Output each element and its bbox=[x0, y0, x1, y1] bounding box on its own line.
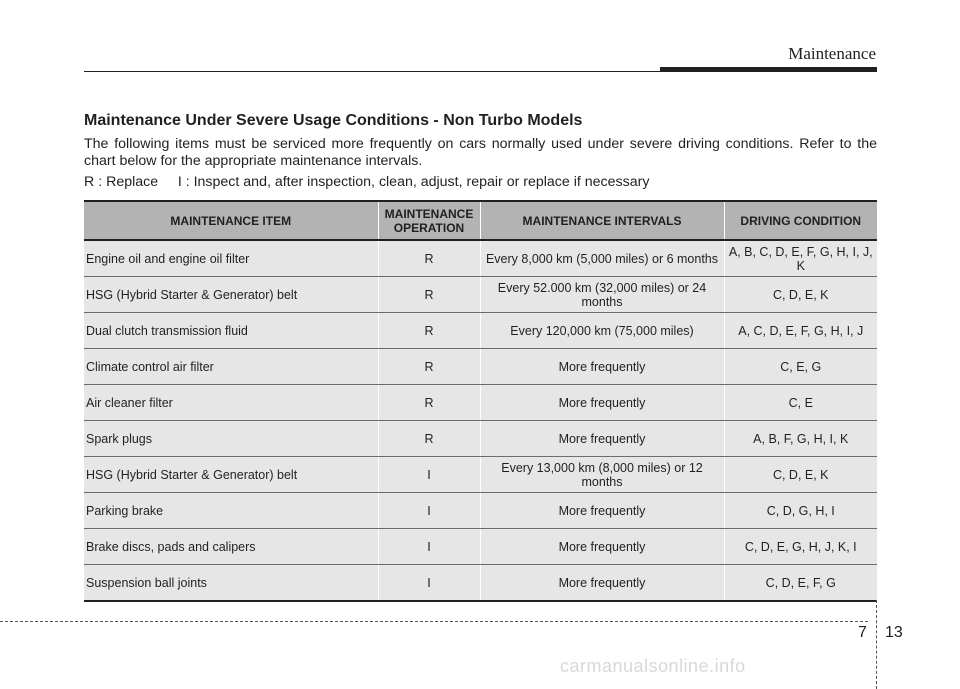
cell-operation: R bbox=[378, 349, 480, 385]
cell-operation: R bbox=[378, 313, 480, 349]
cell-item: Parking brake bbox=[84, 493, 378, 529]
footer-divider bbox=[0, 621, 868, 622]
cell-item: HSG (Hybrid Starter & Generator) belt bbox=[84, 457, 378, 493]
table-row bbox=[84, 493, 877, 529]
maintenance-table bbox=[84, 200, 877, 602]
cell-operation: R bbox=[378, 277, 480, 313]
cell-interval: More frequently bbox=[480, 493, 724, 529]
cell-operation: I bbox=[378, 565, 480, 602]
cell-operation: I bbox=[378, 529, 480, 565]
cell-condition: A, B, F, G, H, I, K bbox=[724, 421, 877, 457]
cell-condition: C, D, E, G, H, J, K, I bbox=[724, 529, 877, 565]
page-chapter-number: 7 bbox=[858, 624, 867, 641]
intro-paragraph: The following items must be serviced more frequently on cars normally used under severe driving conditions. Refer to the chart below for the appropriate maintenance intervals. bbox=[84, 136, 877, 169]
cell-condition: C, D, E, K bbox=[724, 457, 877, 493]
table-row bbox=[84, 385, 877, 421]
cell-interval: More frequently bbox=[480, 529, 724, 565]
section-heading: Maintenance Under Severe Usage Conditions - Non Turbo Models bbox=[84, 112, 583, 129]
cell-interval: More frequently bbox=[480, 565, 724, 602]
cell-condition: C, D, E, K bbox=[724, 277, 877, 313]
cell-interval: Every 52.000 km (32,000 miles) or 24 months bbox=[480, 277, 724, 313]
table-header-row bbox=[84, 201, 877, 240]
cell-item: Dual clutch transmission fluid bbox=[84, 313, 378, 349]
watermark: carmanualsonline.info bbox=[560, 656, 746, 676]
cell-interval: More frequently bbox=[480, 421, 724, 457]
cell-condition: C, E bbox=[724, 385, 877, 421]
table-row bbox=[84, 277, 877, 313]
cell-operation: R bbox=[378, 421, 480, 457]
table-row bbox=[84, 349, 877, 385]
column-header-operation: MAINTENANCE OPERATION bbox=[378, 201, 480, 240]
cell-item: Suspension ball joints bbox=[84, 565, 378, 602]
cell-item: Air cleaner filter bbox=[84, 385, 378, 421]
cell-interval: Every 120,000 km (75,000 miles) bbox=[480, 313, 724, 349]
cell-item: Spark plugs bbox=[84, 421, 378, 457]
cell-condition: A, C, D, E, F, G, H, I, J bbox=[724, 313, 877, 349]
cell-operation: I bbox=[378, 493, 480, 529]
cell-item: Engine oil and engine oil filter bbox=[84, 240, 378, 277]
header-section-title: Maintenance bbox=[788, 44, 876, 63]
table-row bbox=[84, 457, 877, 493]
header-rule bbox=[84, 71, 660, 72]
cell-item: Brake discs, pads and calipers bbox=[84, 529, 378, 565]
header-rule-accent bbox=[660, 67, 877, 72]
cell-condition: A, B, C, D, E, F, G, H, I, J, K bbox=[724, 240, 877, 277]
table-row bbox=[84, 240, 877, 277]
cell-condition: C, D, E, F, G bbox=[724, 565, 877, 602]
cell-interval: More frequently bbox=[480, 385, 724, 421]
cell-item: Climate control air filter bbox=[84, 349, 378, 385]
cell-item: HSG (Hybrid Starter & Generator) belt bbox=[84, 277, 378, 313]
footer-page-divider bbox=[876, 600, 877, 689]
table-row bbox=[84, 421, 877, 457]
table-row bbox=[84, 529, 877, 565]
cell-operation: R bbox=[378, 385, 480, 421]
table-row bbox=[84, 565, 877, 602]
cell-operation: I bbox=[378, 457, 480, 493]
column-header-condition: DRIVING CONDITION bbox=[724, 201, 877, 240]
cell-condition: C, E, G bbox=[724, 349, 877, 385]
cell-interval: Every 13,000 km (8,000 miles) or 12 months bbox=[480, 457, 724, 493]
legend-line: R : Replace I : Inspect and, after inspection, clean, adjust, repair or replace if necessary bbox=[84, 174, 650, 190]
cell-operation: R bbox=[378, 240, 480, 277]
table-body bbox=[84, 240, 877, 601]
column-header-item: MAINTENANCE ITEM bbox=[84, 201, 378, 240]
cell-condition: C, D, G, H, I bbox=[724, 493, 877, 529]
column-header-intervals: MAINTENANCE INTERVALS bbox=[480, 201, 724, 240]
cell-interval: More frequently bbox=[480, 349, 724, 385]
page-number: 13 bbox=[885, 624, 903, 641]
table-row bbox=[84, 313, 877, 349]
cell-interval: Every 8,000 km (5,000 miles) or 6 months bbox=[480, 240, 724, 277]
